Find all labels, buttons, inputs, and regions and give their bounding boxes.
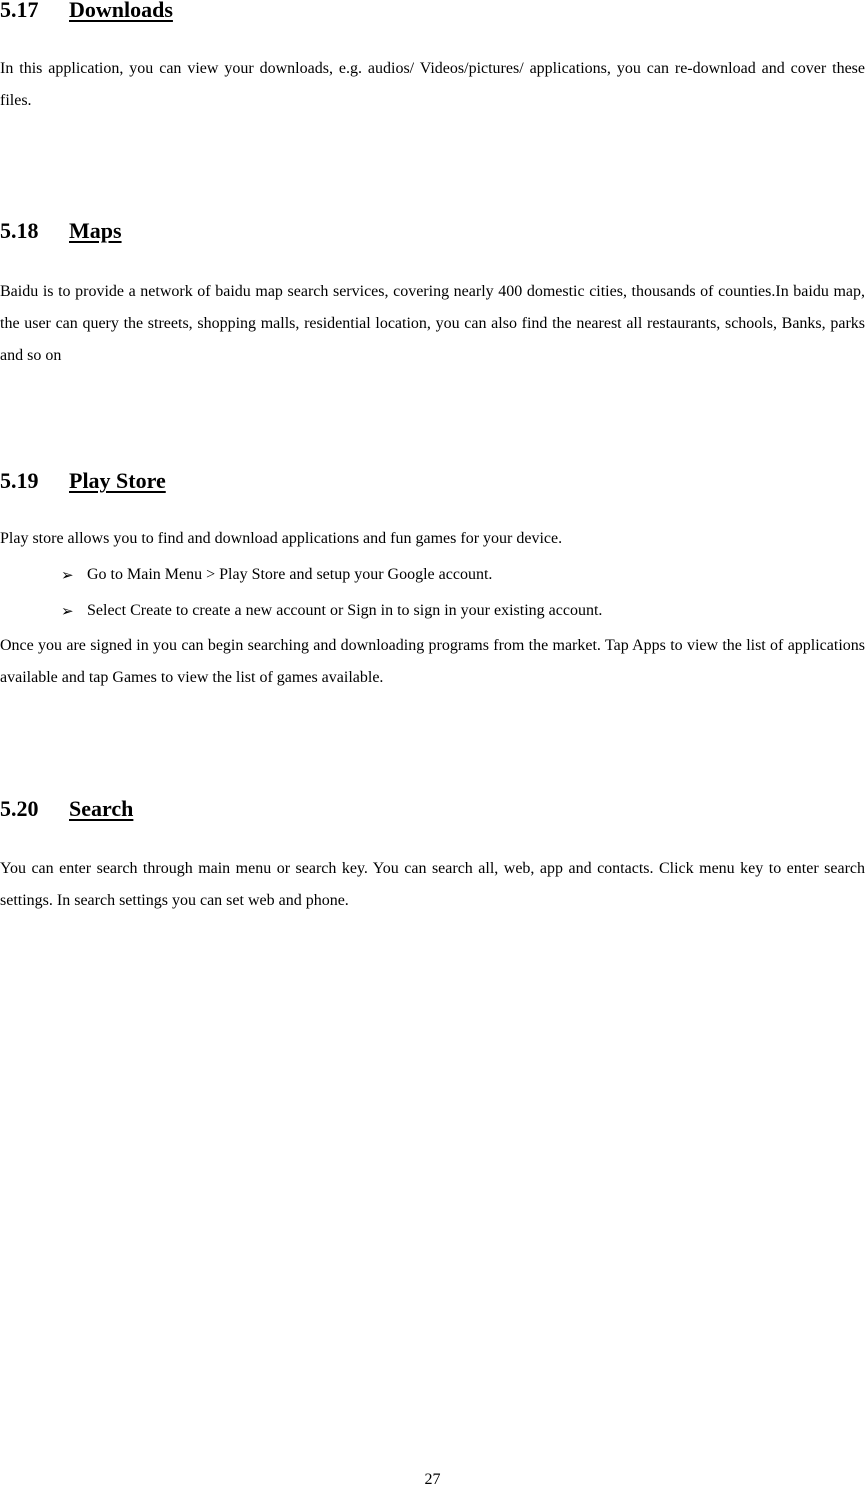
paragraph-search: You can enter search through main menu or search key. You can search all, web, app and contacts. Click menu key to enter search settings. In search settings you can set web and phone. [0,860,865,909]
section-number: 5.20 [0,796,39,821]
section-title: Downloads [69,0,173,22]
arrowhead-bullet-icon: ➢ [61,602,74,620]
paragraph-play-store-intro: Play store allows you to find and download applications and fun games for your device. [0,530,563,547]
paragraph-maps: Baidu is to provide a network of baidu map search services, covering nearly 400 domestic cities, thousands of counties.In baidu map, the user can query the streets, shopping malls, residential location, you can also find the nearest all restaurants, schools, Banks, parks and so on [0,283,865,364]
section-heading-search [0,796,133,822]
section-title: Search [69,796,134,821]
paragraph-play-store: Once you are signed in you can begin searching and downloading programs from the market. Tap Apps to view the list of applications available and tap Games to view the list of games available. [0,637,865,686]
section-number: 5.19 [0,468,39,493]
bullet-text: Go to Main Menu > Play Store and setup your Google account. [87,566,493,583]
section-heading-maps [0,218,122,244]
section-heading-play-store [0,468,166,494]
section-title: Maps [69,218,122,243]
paragraph-downloads: In this application, you can view your downloads, e.g. audios/ Videos/pictures/ applications, you can re-download and cover these files. [0,60,865,109]
section-heading-downloads [0,0,173,23]
arrowhead-bullet-icon: ➢ [61,566,74,584]
section-number: 5.18 [0,218,39,243]
page-number: 27 [424,1471,441,1488]
bullet-text: Select Create to create a new account or Sign in to sign in your existing account. [87,602,603,619]
section-number: 5.17 [0,0,39,22]
section-title: Play Store [69,468,166,493]
